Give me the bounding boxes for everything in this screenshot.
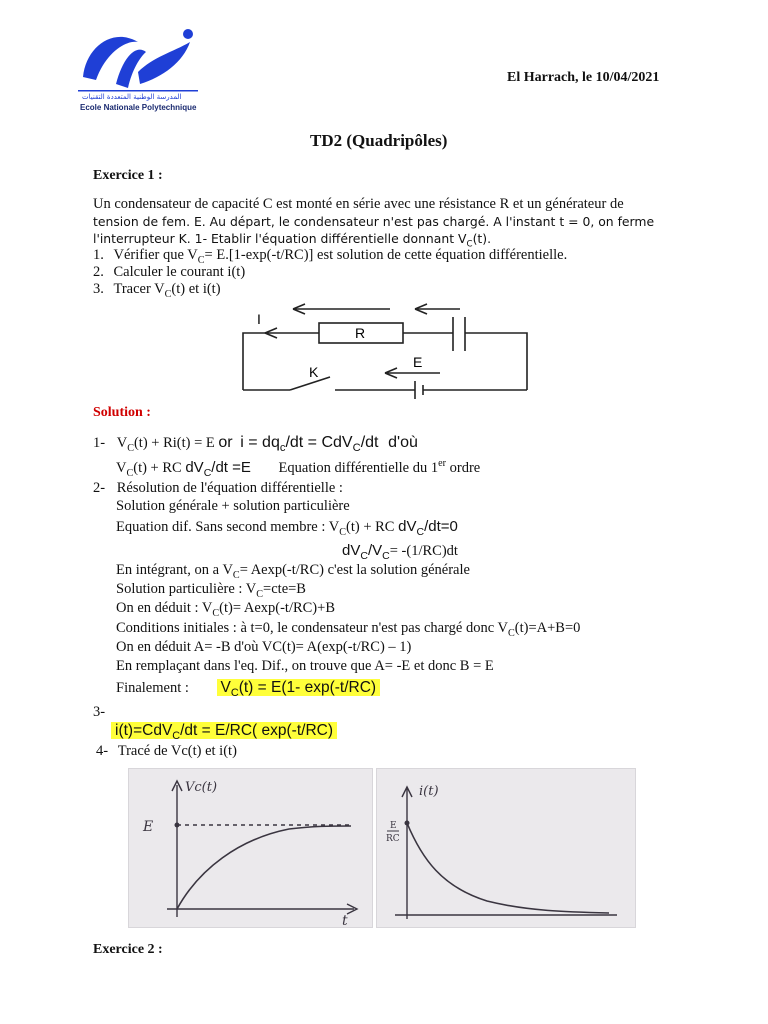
final-result-highlight: $V_C(t) = E(1-$ exp(-t/RC): [217, 679, 381, 696]
solution-step4: 4- Tracé de Vc(t) et i(t): [96, 743, 237, 759]
page-title: TD2 (Quadripôles): [310, 131, 448, 150]
circuit-label-r: R: [355, 325, 366, 341]
solution-step2-line4: $dV_C/V_C= -(1/RC)dt$: [342, 542, 458, 562]
exercise1-statement-line3: l'interrupteur K. 1- Etablir l'équation différentielle donnant $V_C(t)$.: [93, 231, 492, 250]
solution-step2-line6: Solution particulière : $V_C=cte=B$: [116, 581, 306, 600]
solution-step2-line7: On en déduit : $V_C(t)= Aexp(-t/RC)+B$: [116, 600, 335, 619]
exercise1-statement-line2: tension de fem. E. Au départ, le condensateur n'est pas chargé. A l'instant t = 0, on ferme: [93, 214, 655, 229]
i-e-label: E: [390, 821, 397, 831]
exercise1-statement-line1: Un condensateur de capacité C est monté en série avec une résistance R et un générateur de: [93, 196, 624, 212]
circuit-label-e: E: [413, 354, 423, 370]
solution-step2-line8: Conditions initiales : à t=0, le condensateur n'est pas chargé donc $V_C(t)=A+B=0$: [116, 620, 581, 639]
solution-step1-line2: $V_C(t)$ + RC $dV_C/dt =E$ Equation différentielle du 1er ordre: [116, 458, 481, 479]
i-plot-photo: [376, 768, 636, 928]
solution-step2-final: Finalement : $V_C(t) = E(1-$ exp(-t/RC): [116, 679, 380, 697]
question-2: 2. Calculer le courant i(t): [93, 264, 246, 280]
solution-step2-heading: 2- Résolution de l'équation différentielle :: [93, 480, 343, 496]
solution-step3-num: 3-: [93, 704, 106, 720]
rc-circuit-diagram: [235, 295, 535, 405]
solution-step2-line2: Solution générale + solution particulière: [116, 498, 350, 514]
circuit-label-i: I: [257, 311, 261, 327]
question-1: 1. Vérifier que $V_C= E.[1-\exp(-t/RC)]$ est solution de cette équation différentielle.: [93, 247, 568, 266]
i-plot: [377, 769, 635, 927]
vc-e-label: E: [143, 819, 154, 835]
vc-plot-photo: [128, 768, 373, 928]
i-curve: [407, 823, 609, 913]
school-name: Ecole Nationale Polytechnique: [80, 103, 197, 112]
vc-curve: [177, 826, 351, 909]
solution-step2-line3: Equation dif. Sans second membre : $V_C(t)$ + RC $dV_C/dt=0$: [116, 518, 458, 538]
solution-step2-line9: On en déduit A= -B d'où VC(t)= A(exp(-t/RC) – 1): [116, 639, 412, 655]
exercise2-heading: Exercice 2 :: [93, 942, 163, 957]
current-result-highlight: i(t)=CdV$_C$/dt = E/RC( exp(-t/RC): [111, 722, 337, 739]
circuit-label-k: K: [309, 364, 319, 380]
place-date: El Harrach, le 10/04/2021: [507, 70, 660, 85]
school-logo: [78, 22, 208, 114]
vc-y-label: Vc(t): [185, 780, 218, 795]
solution-step1-line1: 1- $V_C(t) + Ri(t) = E$ or $i = dq_c/dt = CdV_C/dt$ d'où: [93, 434, 418, 455]
vc-x-label: t: [342, 913, 348, 927]
i-y-label: i(t): [419, 784, 439, 799]
exercise1-heading: Exercice 1 :: [93, 168, 163, 183]
solution-step2-line5: En intégrant, on a $V_C= Aexp(-t/RC)$ c'est la solution générale: [116, 562, 470, 581]
solution-step2-line10: En remplaçant dans l'eq. Dif., on trouve que A= -E et donc B = E: [116, 658, 494, 674]
question-3: 3. Tracer $V_C(t)$ et i(t): [93, 281, 221, 300]
school-name-arabic: المدرسة الوطنية المتعددة التقنيات: [82, 93, 182, 101]
i-rc-label: RC: [386, 834, 400, 844]
solution-step3-formula: [111, 722, 337, 743]
vc-plot: [129, 769, 372, 927]
solution-heading: Solution :: [93, 405, 151, 420]
